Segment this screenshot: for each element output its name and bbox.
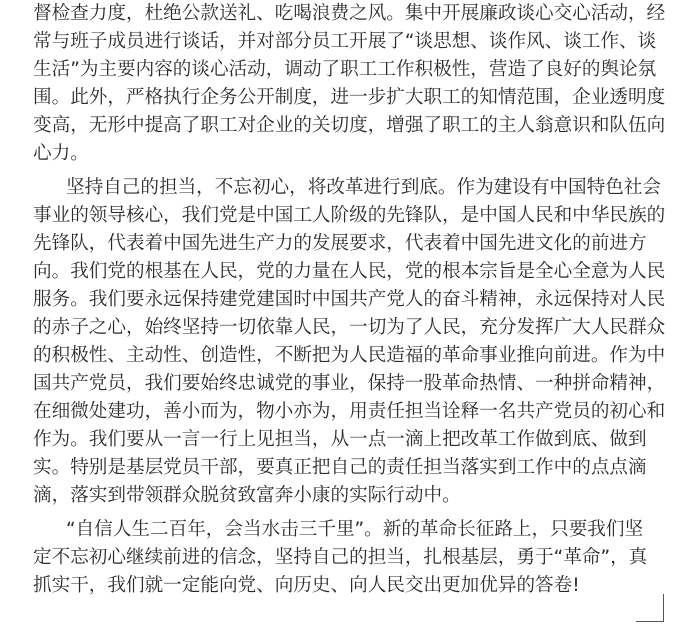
text-line: 滴，落实到带领群众脱贫致富奔小康的实际行动中。 <box>33 485 461 506</box>
paragraph-first-line: 坚持自己的担当，不忘初心，将改革进行到底。作为建设有中国特色社会 <box>66 177 662 198</box>
text-line: 的赤子之心，始终坚持一切依靠人民，一切为了人民，充分发挥广大人民群众 <box>33 317 666 338</box>
paragraph-first-line: “自信人生二百年，会当水击三千里”。新的革命长征路上，只要我们坚 <box>66 519 644 540</box>
text-line: 服务。我们要永远保持建党建国时中国共产党人的奋斗精神，永远保持对人民 <box>33 289 666 310</box>
text-line: 围。此外，严格执行企务公开制度，进一步扩大职工的知情范围，企业透明度 <box>33 87 666 108</box>
text-line: 常与班子成员进行谈话，并对部分员工开展了“谈思想、谈作风、谈工作、谈 <box>33 31 657 52</box>
text-line: 督检查力度，杜绝公款送礼、吃喝浪费之风。集中开展廉政谈心交心活动，经 <box>33 3 666 24</box>
text-line: 在细微处建功，善小而为，物小亦为，用责任担当诠释一名共产党员的初心和 <box>33 401 666 422</box>
text-line: 作为。我们要从一言一行上见担当，从一点一滴上把改革工作做到底、做到 <box>33 429 647 450</box>
text-line: 事业的领导核心，我们党是中国工人阶级的先锋队，是中国人民和中华民族的 <box>33 205 666 226</box>
text-line: 抓实干，我们就一定能向党、向历史、向人民交出更加优异的答卷! <box>33 575 580 596</box>
text-line: 实。特别是基层党员干部，要真正把自己的责任担当落实到工作中的点点滴 <box>33 457 647 478</box>
page-corner-mark <box>636 594 664 622</box>
text-line: 生活”为主要内容的谈心活动，调动了职工工作积极性，营造了良好的舆论氛 <box>33 59 657 80</box>
text-line: 先锋队，代表着中国先进生产力的发展要求，代表着中国先进文化的前进方 <box>33 233 647 254</box>
text-line: 心力。 <box>33 143 89 164</box>
text-line: 国共产党员，我们要始终忠诚党的事业，保持一股革命热情、一种拼命精神， <box>33 373 666 394</box>
text-line: 变高，无形中提高了职工对企业的关切度，增强了职工的主人翁意识和队伍向 <box>33 115 666 136</box>
text-line: 定不忘初心继续前进的信念，坚持自己的担当，扎根基层，勇于“革命”，真 <box>33 547 648 568</box>
text-line: 向。我们党的根基在人民，党的力量在人民，党的根本宗旨是全心全意为人民 <box>33 261 666 282</box>
text-line: 的积极性、主动性、创造性，不断把为人民造福的革命事业推向前进。作为中 <box>33 345 666 366</box>
